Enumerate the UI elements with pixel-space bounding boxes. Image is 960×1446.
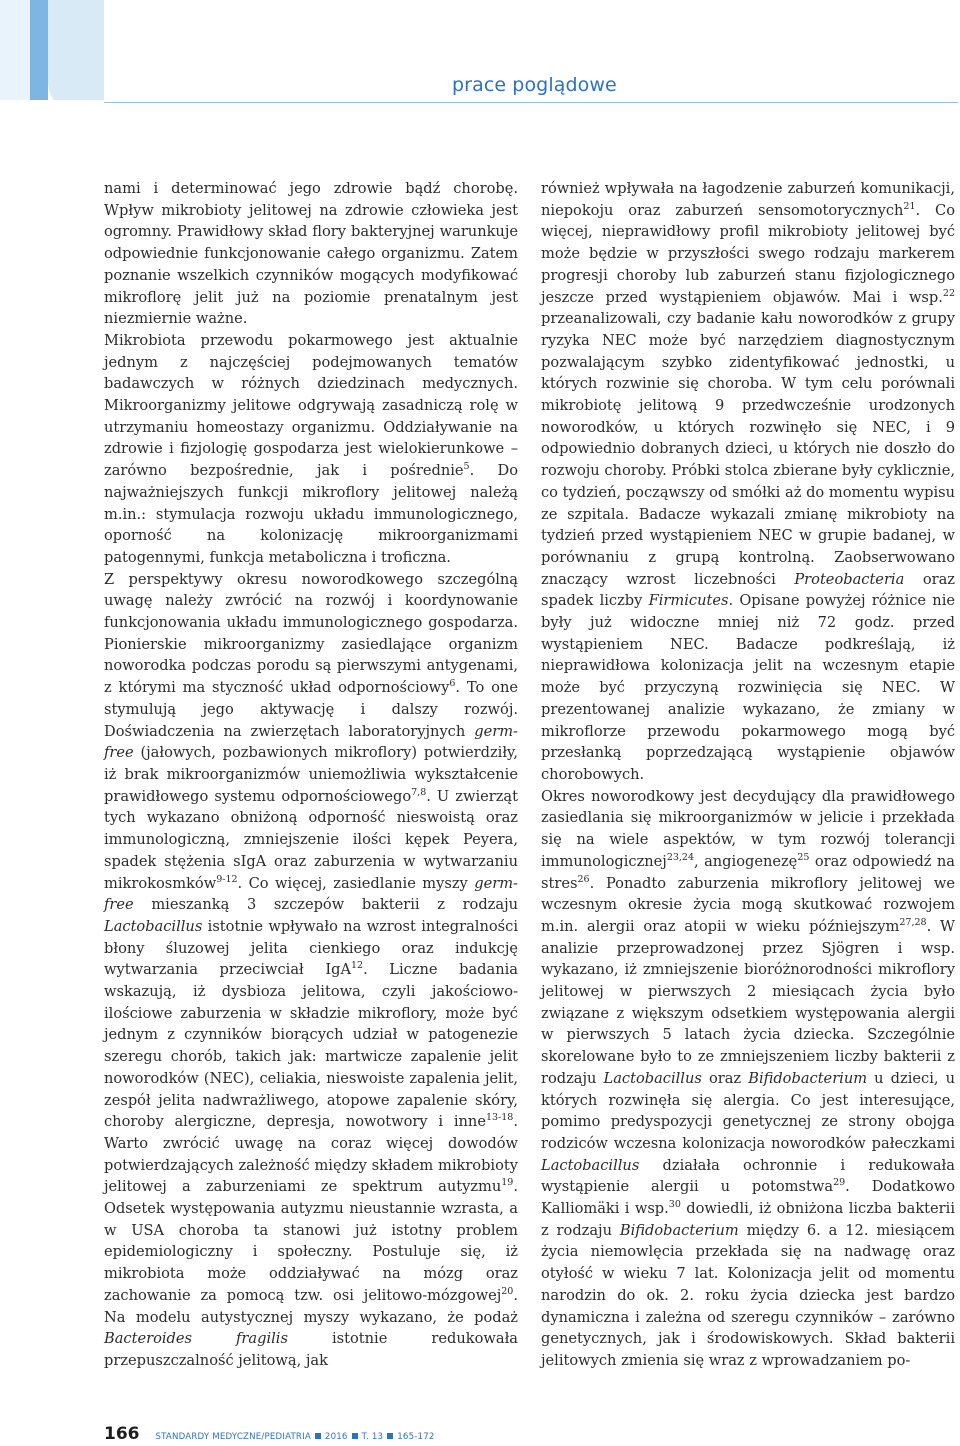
italic-term: Lactobacillus — [541, 1156, 640, 1174]
citation-ref: 21 — [903, 200, 916, 212]
text-run: istotnie wpływało na wzrost integralności błony śluzowej jelita cienkiego oraz indukcję wytwarzania przeciwciał IgA — [104, 917, 518, 979]
right-text-column — [541, 178, 955, 1372]
citation-ref: 25 — [797, 851, 810, 863]
citation-ref: 9-12 — [216, 873, 238, 885]
text-run: Mikrobiota przewodu pokarmowego jest aktualnie jednym z najczęściej podejmowanych tematów badawczych w różnych dziedzinach medycznych. Mikroorganizmy jelitowe odgrywają zasadniczą rolę w utrzymaniu homeostazy organizmu. Oddziaływanie na zdrowie i fizjologię gospodarza jest wielokierunkowe – zarówno bezpośrednie, jak i pośrednie — [104, 331, 518, 480]
italic-term: germ-free — [104, 874, 518, 914]
page-footer — [104, 1424, 435, 1446]
paragraph — [541, 786, 955, 1372]
journal-pages: 165-172 — [397, 1432, 435, 1442]
text-run: oraz odpowiedź na stres — [541, 852, 955, 892]
paragraph — [104, 330, 518, 569]
italic-term: Lactobacillus — [603, 1069, 702, 1087]
text-run: (jałowych, pozbawionych mikroflory) potwierdziły, iż brak mikroorganizmów uniemożliwia wykształcenie prawidłowego systemu odpornościowego — [104, 744, 518, 805]
text-run: . Opisane powyżej różnice nie były już widoczne mniej niż 72 godz. przed wystąpieniem NEC. Badacze podkreślają, iż nieprawidłowa kolonizacja jelit na wczesnym etapie może być przyczyną rozwinięcia się NEC. W prezentowanej analizie wykazano, że zmiany w mikroflorze przewodu pokarmowego mogą być przesłanką poprzedzającą wystąpienie objawów chorobowych. — [541, 592, 956, 783]
text-run: Okres noworodkowy jest decydujący dla prawidłowego zasiedlania się mikroorganizmów w jelicie i przekłada się na wiele aspektów, w tym rozwój tolerancji immunologicznej — [541, 787, 955, 870]
text-run: . Odsetek występowania autyzmu nieustannie wzrasta, a w USA choroba ta stanowi już istotny problem epidemiologiczny i społeczny. Postuluje się, iż mikrobiota może oddziaływać na mózg oraz zachowanie za pomocą tzw. osi jelitowo-mózgowej — [104, 1178, 518, 1304]
text-run: oraz — [701, 1069, 749, 1087]
text-run: . Dodatkowo Kalliomäki i wsp. — [541, 1178, 955, 1218]
text-run: oraz spadek liczby — [541, 570, 955, 610]
header-rule — [104, 102, 958, 103]
paragraph — [104, 178, 518, 330]
italic-term: Bifidobacterium — [748, 1069, 868, 1087]
italic-term: Bifidobacterium — [619, 1221, 739, 1239]
paragraph — [104, 569, 518, 1372]
italic-term: germ-free — [104, 722, 518, 762]
citation-ref: 29 — [833, 1177, 846, 1189]
text-run: . Do najważniejszych funkcji mikroflory jelitowej należą m.in.: stymulacja rozwoju układu immunologicznego, oporność na kolonizację mikroorganizmami patogennymi, funkcja metaboliczna i troficzna. — [104, 462, 518, 566]
separator-square — [352, 1433, 358, 1439]
text-run: między 6. a 12. miesiącem życia niemowlęcia przekłada się na nadwagę oraz otyłość w wieku 7 lat. Kolonizacja jelit od momentu narodzin do ok. 2. roku życia dziecka jest bardzo dynamiczna i zależna od szeregu czynników – zarówno genetycznych, jak i środowiskowych. Skład bakterii jelitowych zmienia się wraz z wprowadzaniem po- — [541, 1221, 955, 1369]
left-text-column — [104, 178, 518, 1372]
text-run: dowiedli, iż obniżona liczba bakterii z rodzaju — [541, 1200, 955, 1239]
text-run: . W analizie przeprowadzonej przez Sjögren i wsp. wykazano, iż zmniejszenie bioróżnorodności mikroflory jelitowej w pierwszych 2 miesiącach życia było związane z większym odsetkiem występowania alergii w pierwszych 5 latach życia dziecka. Szczególnie skorelowane było to ze zmniejszeniem liczby bakterii z rodzaju — [541, 917, 955, 1087]
journal-info — [156, 1432, 435, 1442]
separator-square — [387, 1433, 393, 1439]
text-run: . Co więcej, nieprawidłowy profil mikrobioty jelitowej być może będzie w przyszłości swego rodzaju markerem progresji choroby lub zaburzeń stanu fizjologicznego jeszcze przed wystąpieniem objawów. Mai i wsp. — [541, 201, 955, 306]
text-run: przeanalizowali, czy badanie kału noworodków z grupy ryzyka NEC może być narzędziem diagnostycznym pozwalającym szybko zidentyfikować jednostki, u których rozwinie się choroba. W tym celu porównali mikrobiotę jelitową 9 przedwcześnie urodzonych noworodków, u których rozwinęło się NEC, i 9 odpowiednio dobranych dzieci, u których nie doszło do rozwoju choroby. Próbki stolca zbierane były cyklicznie, co tydzień, począwszy od smółki aż do momentu wypisu ze szpitala. Badacze wykazali zmianę mikrobioty na tydzień przed wystąpieniem NEC w grupie badanej, w porównaniu z grupą kontrolną. Zaobserwowano znaczący wzrost liczebności — [541, 310, 955, 588]
italic-term: Firmicutes — [648, 592, 729, 610]
text-run: istotnie redukowała przepuszczalność jelitową, jak — [104, 1330, 518, 1369]
text-run: . Na modelu autystycznej myszy wykazano, że podaż — [104, 1286, 518, 1326]
page-number: 166 — [104, 1424, 140, 1444]
citation-ref: 19 — [501, 1177, 514, 1189]
text-run: mieszanką 3 szczepów bakterii z rodzaju — [133, 896, 518, 914]
text-run: u dzieci, u których rozwinęła się alergia. Co jest interesujące, pomimo predyspozycji genetycznej ze strony obojga rodziców wczesna kolonizacja noworodków pałeczkami — [541, 1069, 955, 1152]
text-run: . Warto zwrócić uwagę na coraz więcej dowodów potwierdzających zależność między składem mikrobioty jelitowej a zaburzeniami ze spektrum autyzmu — [104, 1113, 518, 1196]
section-label: prace poglądowe — [452, 74, 617, 96]
text-run: . Ponadto zaburzenia mikroflory jelitowej we wczesnym okresie życia mogą skutkować rozwojem m.in. alergii oraz atopii w wieku późniejszym — [541, 874, 955, 935]
citation-ref: 30 — [668, 1199, 681, 1211]
citation-ref: 22 — [942, 287, 955, 299]
citation-ref: 5 — [463, 461, 470, 473]
journal-year: 2016 — [324, 1432, 348, 1442]
journal-name: STANDARDY MEDYCZNE/PEDIATRIA — [155, 1432, 311, 1442]
citation-ref: 23,24 — [666, 851, 695, 863]
citation-ref: 6 — [449, 678, 456, 690]
text-run: Z perspektywy okresu noworodkowego szczególną uwagę należy zwrócić na rozwój i koordynowanie funkcjonowania układu immunologicznego gospodarza. Pionierskie mikroorganizmy zasiedlające organizm noworodka podczas porodu są pierwszymi antygenami, z którymi ma styczność układ odpornościowy — [104, 570, 518, 697]
text-run: . Liczne badania wskazują, iż dysbioza jelitowa, czyli jakościowo-ilościowe zaburzenia w składzie mikroflory, może być jednym z czynników biorących udział w patogenezie szeregu chorób, takich jak: martwicze zapalenie jelit noworodków (NEC), celiakia, nieswoiste zapalenia jelit, zespół jelita nadwrażliwego, atopowe zapalenie skóry, choroby alergiczne, depresja, nowotwory i inne — [104, 961, 518, 1131]
journal-volume: T. 13 — [361, 1432, 384, 1442]
text-run: . U zwierząt tych wykazano obniżoną odporność nieswoistą oraz immunologiczną, zmniejszenie ilości kępek Peyera, spadek stężenia sIgA oraz zaburzenia w wytwarzaniu mikrokosmków — [104, 787, 518, 892]
text-run: również wpływała na łagodzenie zaburzeń komunikacji, niepokoju oraz zaburzeń sensomotorycznych — [541, 180, 955, 219]
corner-decoration — [0, 0, 104, 100]
citation-ref: 7,8 — [411, 786, 427, 798]
text-run: nami i determinować jego zdrowie bądź chorobę. Wpływ mikrobioty jelitowej na zdrowie człowieka jest ogromny. Prawidłowy skład flory bakteryjnej warunkuje odpowiednie funkcjonowanie całego organizmu. Zatem poznanie wszelkich czynników mogących modyfikować mikroflorę jelit już na poziomie prenatalnym jest niezmiernie ważne. — [104, 180, 518, 328]
citation-ref: 12 — [350, 960, 364, 972]
separator-square — [315, 1433, 321, 1439]
text-run: działała ochronnie i redukowała wystąpienie alergii u potomstwa — [541, 1156, 955, 1196]
decor-band-mid — [30, 0, 48, 100]
decor-band-light — [0, 0, 30, 100]
text-run: . Co więcej, zasiedlanie myszy — [237, 874, 475, 892]
paragraph — [541, 178, 955, 786]
text-run: . To one stymulują jego aktywację i dalszy rozwój. Doświadczenia na zwierzętach laboratoryjnych — [104, 679, 518, 740]
italic-term: Bacteroides fragilis — [104, 1330, 288, 1348]
text-run: , angiogenezę — [694, 852, 798, 870]
citation-ref: 20 — [501, 1286, 514, 1297]
decor-band-pale — [48, 0, 104, 100]
citation-ref: 26 — [577, 873, 590, 885]
citation-ref: 13-18 — [485, 1112, 514, 1124]
italic-term: Lactobacillus — [104, 917, 203, 935]
italic-term: Proteobacteria — [794, 570, 905, 588]
citation-ref: 27,28 — [899, 917, 927, 929]
